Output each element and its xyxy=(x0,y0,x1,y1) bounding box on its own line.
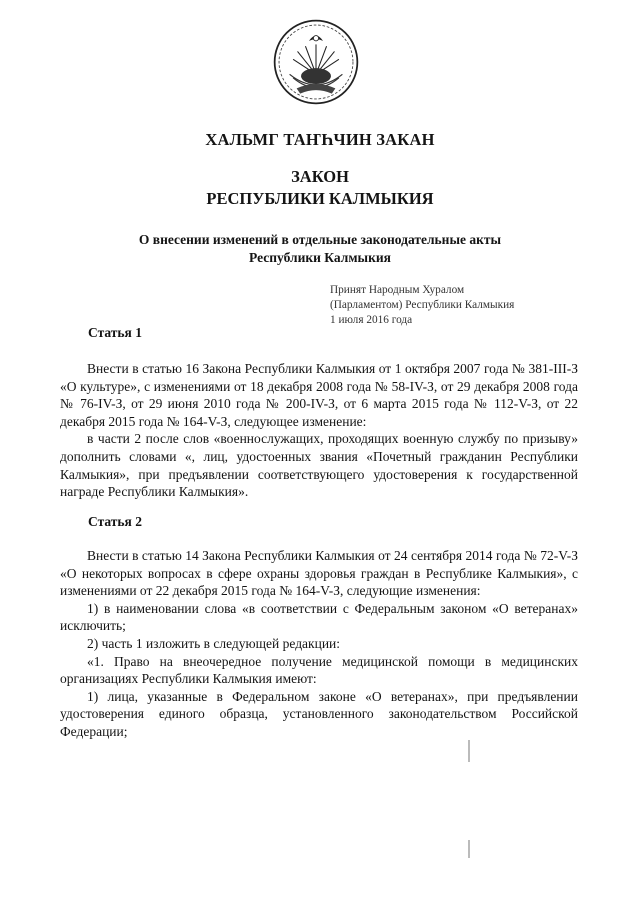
kalmyk-title: ХАЛЬМГ ТАҤҺЧИН ЗАКАН xyxy=(205,130,435,149)
coat-of-arms-icon xyxy=(272,18,360,106)
republic-label: РЕСПУБЛИКИ КАЛМЫКИЯ xyxy=(206,189,434,208)
adoption-note xyxy=(330,283,570,328)
adoption-date: 1 июля 2016 года xyxy=(330,314,413,326)
scan-artifact xyxy=(468,840,470,858)
article-2-paragraph-5: 1) лица, указанные в Федеральном законе «О ветеранах», при предъявлении удостоверения единого образца, установленного законодательством Российской Федерации; xyxy=(60,688,578,739)
law-title xyxy=(0,166,640,210)
article-1-paragraph-2: в части 2 после слов «военнослужащих, проходящих военную службу по призыву» дополнить словами «, лиц, удостоенных звания «Почетный гражданин Республики Калмыкия», при предъявлении соответствующего удостоверения к государственной награде Республики Калмыкия». xyxy=(60,431,578,500)
law-subject xyxy=(0,231,640,267)
article-2-body xyxy=(60,547,578,741)
article-1-body xyxy=(60,360,578,501)
adoption-line-2: (Парламентом) Республики Калмыкия xyxy=(330,299,515,311)
article-2-paragraph-4: «1. Право на внеочередное получение медицинской помощи в медицинских организациях Республики Калмыкия имеют: xyxy=(60,653,578,687)
article-2-paragraph-2: 1) в наименовании слова «в соответствии с Федеральным законом «О ветеранах» исключить; xyxy=(60,600,578,634)
article-1-paragraph-1: Внести в статью 16 Закона Республики Калмыкия от 1 октября 2007 года № 381-III-З «О культуре», с изменениями от 18 декабря 2008 года № 58-IV-З, от 29 декабря 2008 года № 76-IV-З, от 29 июня 2010 года № 200-IV-З, от 6 марта 2015 года № 112-V-З, от 22 декабря 2015 года № 164-V-З, следующее изменение: xyxy=(60,361,578,429)
article-2-paragraph-3: 2) часть 1 изложить в следующей редакции: xyxy=(87,635,341,651)
scan-artifact xyxy=(468,740,470,762)
law-label: ЗАКОН xyxy=(291,167,349,186)
adoption-line-1: Принят Народным Хуралом xyxy=(330,284,465,296)
subject-line-1: О внесении изменений в отдельные законодательные акты xyxy=(138,232,502,247)
article-2-paragraph-1: Внести в статью 14 Закона Республики Калмыкия от 24 сентября 2014 года № 72-V-З «О некоторых вопросах в сфере охраны здоровья граждан в Республике Калмыкия», с изменениями от 22 декабря 2015 года № 164-V-З, следующие изменения: xyxy=(60,548,578,599)
article-1-heading: Статья 1 xyxy=(88,325,142,340)
article-2-heading: Статья 2 xyxy=(88,514,142,529)
subject-line-2: Республики Калмыкия xyxy=(249,250,391,265)
